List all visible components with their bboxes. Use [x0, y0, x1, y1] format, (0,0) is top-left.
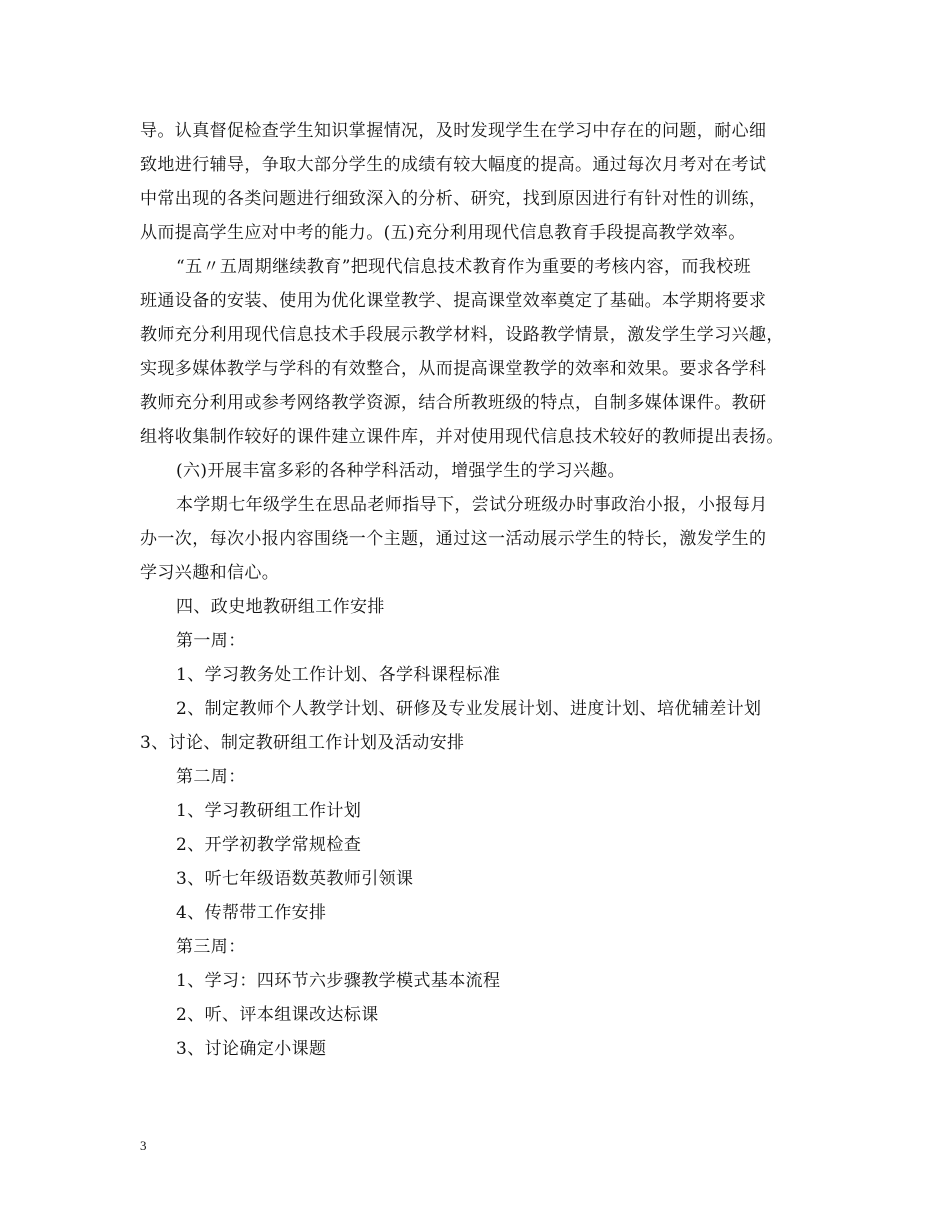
list-item: 1、学习教务处工作计划、各学科课程标准 — [176, 665, 501, 685]
list-item: 3、讨论、制定教研组工作计划及活动安排 — [140, 733, 465, 753]
paragraph-line: 从而提高学生应对中考的能力。(五)充分利用现代信息教育手段提高教学效率。 — [140, 223, 746, 243]
paragraph-line: 班通设备的安装、使用为优化课堂教学、提高课堂效率奠定了基础。本学期将要求 — [140, 291, 767, 311]
list-item: 2、制定教师个人教学计划、研修及专业发展计划、进度计划、培优辅差计划 — [176, 699, 762, 719]
paragraph-line: 导。认真督促检查学生知识掌握情况，及时发现学生在学习中存在的问题，耐心细 — [140, 121, 767, 141]
list-item: 1、学习：四环节六步骤教学模式基本流程 — [176, 971, 501, 991]
week-heading: 第三周： — [176, 937, 246, 957]
week-heading: 第一周： — [176, 631, 246, 651]
week-heading: 第二周： — [176, 767, 246, 787]
paragraph-line: 实现多媒体教学与学科的有效整合，从而提高课堂教学的效率和效果。要求各学科 — [140, 359, 767, 379]
list-item: 3、听七年级语数英教师引领课 — [176, 869, 414, 889]
paragraph-line: 本学期七年级学生在思品老师指导下，尝试分班级办时事政治小报，小报每月 — [176, 495, 768, 515]
paragraph-line: 教师充分利用现代信息技术手段展示教学材料，设路教学情景，激发学生学习兴趣， — [140, 325, 784, 345]
list-item: 2、听、评本组课改达标课 — [176, 1005, 379, 1025]
paragraph-line: 学习兴趣和信心。 — [140, 563, 280, 583]
list-item: 3、讨论确定小课题 — [176, 1039, 327, 1059]
paragraph-line: “五〃五周期继续教育”把现代信息技术教育作为重要的考核内容，而我校班 — [176, 257, 751, 277]
section-heading: (六)开展丰富多彩的各种学科活动，增强学生的学习兴趣。 — [176, 461, 626, 481]
paragraph-line: 办一次，每次小报内容围绕一个主题，通过这一活动展示学生的特长，激发学生的 — [140, 529, 767, 549]
paragraph-line: 教师充分利用或参考网络教学资源，结合所教班级的特点，自制多媒体课件。教研 — [140, 393, 767, 413]
paragraph-line: 组将收集制作较好的课件建立课件库，并对使用现代信息技术较好的教师提出表扬。 — [140, 427, 784, 447]
list-item: 2、开学初教学常规检查 — [176, 835, 362, 855]
section-heading: 四、政史地教研组工作安排 — [176, 597, 385, 617]
list-item: 1、学习教研组工作计划 — [176, 801, 362, 821]
paragraph-line: 中常出现的各类问题进行细致深入的分析、研究，找到原因进行有针对性的训练， — [140, 189, 767, 209]
document-body — [140, 114, 820, 1066]
paragraph-line: 致地进行辅导，争取大部分学生的成绩有较大幅度的提高。通过每次月考对在考试 — [140, 155, 767, 175]
list-item: 4、传帮带工作安排 — [176, 903, 327, 923]
page-number: 3 — [140, 1138, 147, 1153]
